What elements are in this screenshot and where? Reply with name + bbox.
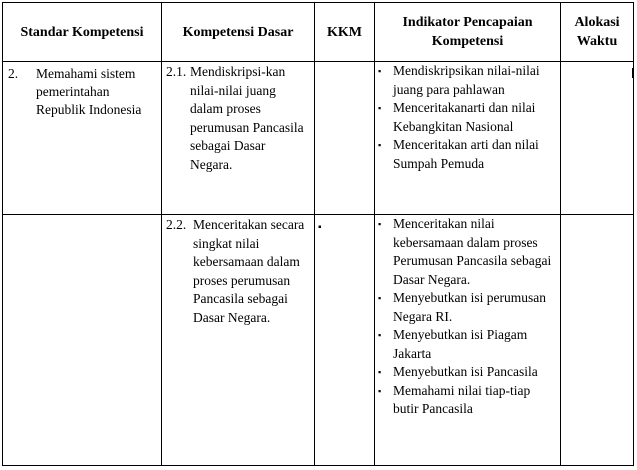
list-item: ▪ Menceritakan arti dan nilai Sumpah Pemuda [378, 137, 539, 171]
bullet-icon: ▪ [378, 140, 382, 150]
list-item: ▪ Menceritakan nilai kebersamaan dalam proses Perumusan Pancasila sebagai Dasar Negara. [378, 216, 552, 287]
bullet-icon: ▪ [378, 330, 382, 340]
curriculum-table [2, 2, 634, 466]
page-edge-mark [632, 68, 633, 78]
kkm-cell [315, 215, 375, 466]
bullet-icon: ▪ [378, 293, 382, 303]
table-row [3, 62, 634, 215]
kompetensi-dasar-cell [162, 215, 315, 466]
kd-number: 2.2. [166, 217, 187, 232]
sk-text: Memahami sistem pemerintahan Republik Indonesia [36, 66, 142, 117]
list-item: ▪ Mendiskripsikan nilai-nilai juang para pahlawan [378, 63, 540, 97]
bullet-icon: ▪ [318, 222, 322, 233]
header-indikator: Indikator Pencapaian Kompetensi [375, 3, 561, 62]
standar-kompetensi-cell [3, 62, 162, 215]
table-header-row [3, 3, 634, 62]
bullet-icon: ▪ [378, 66, 382, 76]
header-kompetensi-dasar: Kompetensi Dasar [162, 3, 315, 62]
list-item: ▪ Menyebutkan isi Piagam Jakarta [378, 327, 528, 361]
table-row [3, 215, 634, 466]
list-item: ▪ Menyebutkan isi perumusan Negara RI. [378, 290, 546, 324]
indikator-cell [375, 62, 561, 215]
indicator-list [375, 215, 560, 419]
bullet-icon: ▪ [378, 367, 382, 377]
bullet-icon: ▪ [378, 103, 382, 113]
indicator-list [375, 62, 560, 173]
list-item: ▪ Memahami nilai tiap-tiap butir Pancasila [378, 382, 531, 416]
kkm-cell [315, 62, 375, 215]
sk-number: 2. [8, 66, 19, 81]
bullet-icon: ▪ [378, 219, 382, 229]
alokasi-cell [561, 62, 634, 215]
header-alokasi-waktu: Alokasi Waktu [561, 3, 634, 62]
indikator-cell [375, 215, 561, 466]
header-kkm: KKM [315, 3, 375, 62]
standar-kompetensi-cell [3, 215, 162, 466]
kd-text: Mendiskripsi-kan nilai-nilai juang dalam proses perumusan Pancasila sebagai Dasar Negara. [190, 64, 304, 172]
kd-number: 2.1. [166, 64, 187, 79]
alokasi-cell [561, 215, 634, 466]
list-item: ▪ Menyebutkan isi Pancasila [375, 363, 558, 382]
list-item: ▪ Menceritakanarti dan nilai Kebangkitan Nasional [378, 100, 536, 134]
bullet-icon: ▪ [378, 385, 382, 396]
kd-text: Menceritakan secara singkat nilai kebersamaan dalam proses perumusan Pancasila sebagai Dasar Negara. [193, 217, 305, 325]
kompetensi-dasar-cell [162, 62, 315, 215]
header-standar-kompetensi: Standar Kompetensi [3, 3, 162, 62]
